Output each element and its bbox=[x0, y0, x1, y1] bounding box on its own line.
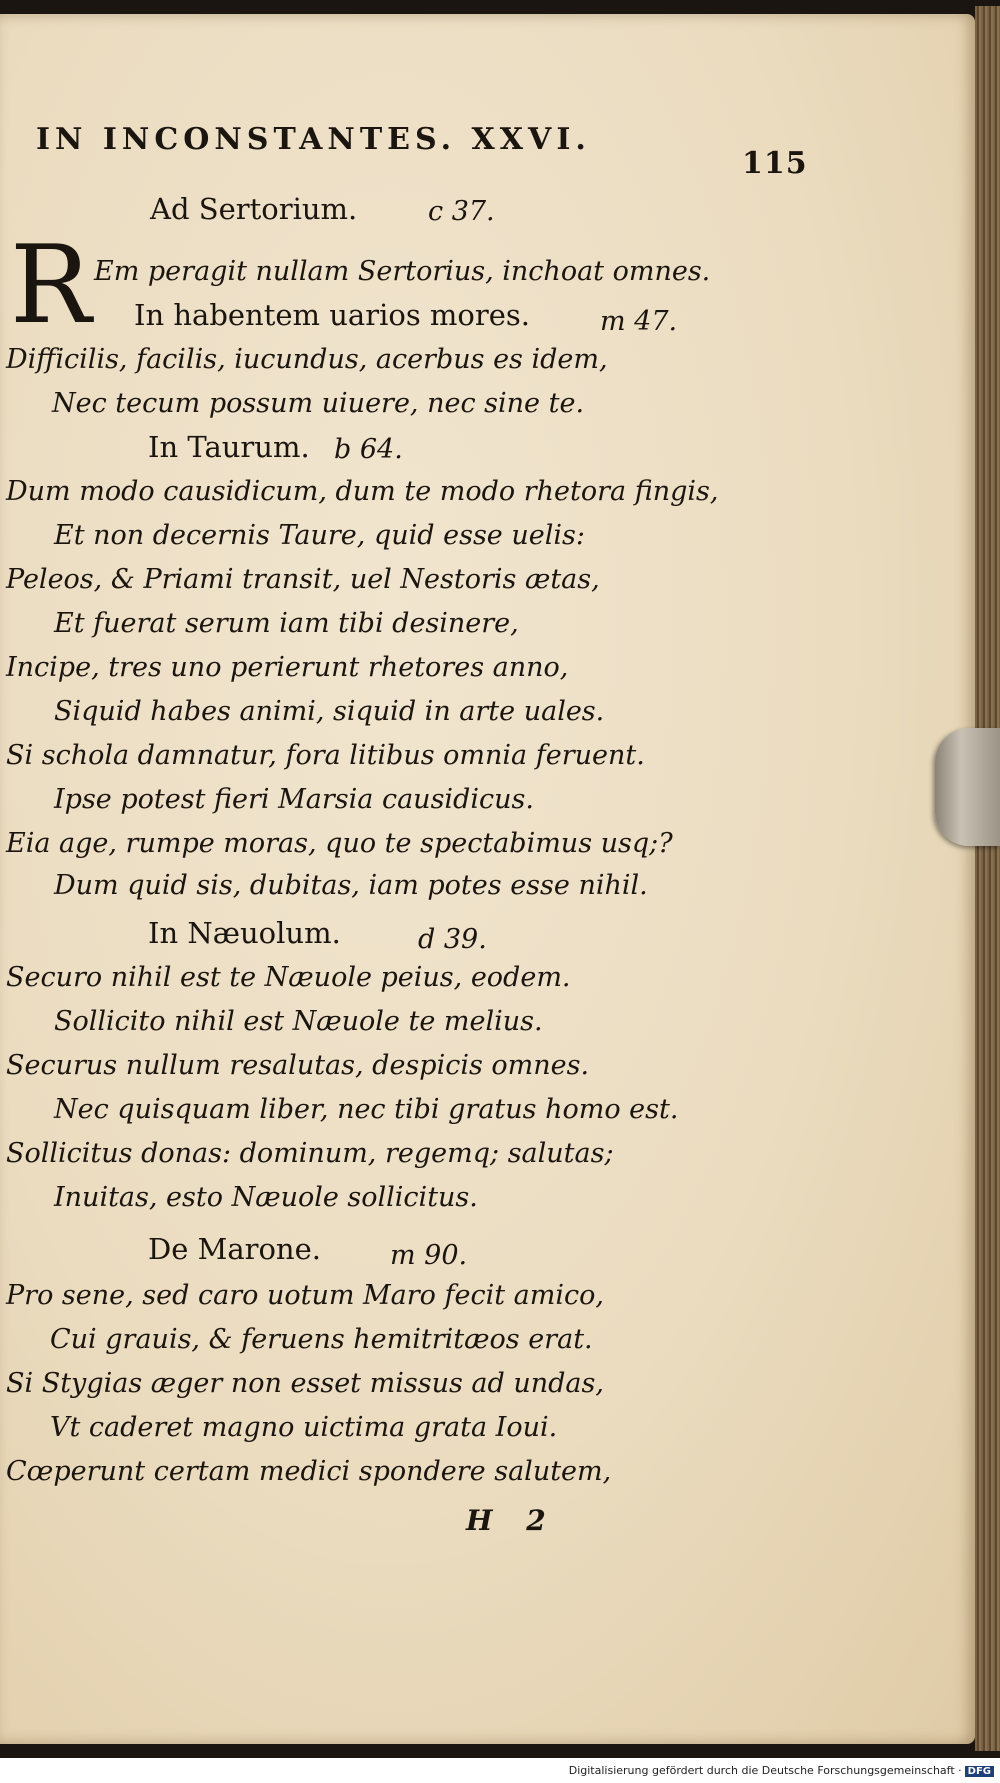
verse-line: Inuitas, esto Næuole sollicitus. bbox=[54, 1182, 478, 1213]
verse-line: Nec tecum possum uiuere, nec sine te. bbox=[52, 388, 585, 419]
verse-line: Et non decernis Taure, quid esse uelis: bbox=[54, 520, 585, 551]
verse-line: Vt caderet magno uictima grata Ioui. bbox=[50, 1412, 558, 1443]
poem-heading: De Marone. bbox=[148, 1232, 321, 1266]
poem-heading: Ad Sertorium. bbox=[150, 192, 358, 226]
poem-heading: In habentem uarios mores. bbox=[134, 298, 531, 332]
verse-line: Peleos, & Priami transit, uel Nestoris ætas, bbox=[6, 564, 600, 595]
verse-line: Si Stygias æger non esset missus ad undas, bbox=[6, 1368, 604, 1399]
verse-line: Sollicitus donas: dominum, regemq; salutas; bbox=[6, 1138, 614, 1169]
signature-mark: H 2 bbox=[466, 1504, 546, 1537]
book-clasp bbox=[935, 728, 1000, 846]
verse-line: Dum modo causidicum, dum te modo rhetora fingis, bbox=[6, 476, 719, 507]
verse-line: Dum quid sis, dubitas, iam potes esse nihil. bbox=[54, 870, 648, 901]
verse-line: Difficilis, facilis, iucundus, acerbus es idem, bbox=[6, 344, 608, 375]
verse-line: Nec quisquam liber, nec tibi gratus homo est. bbox=[54, 1094, 679, 1125]
poem-heading: In Taurum. bbox=[148, 430, 310, 464]
verse-line: Em peragit nullam Sertorius, inchoat omnes. bbox=[94, 256, 711, 287]
verse-line: Ipse potest fieri Marsia causidicus. bbox=[54, 784, 534, 815]
book-page-edges bbox=[975, 6, 1000, 1751]
book-page bbox=[0, 14, 975, 1744]
verse-line: Cœperunt certam medici spondere salutem, bbox=[6, 1456, 612, 1487]
dfg-logo: DFG bbox=[965, 1766, 994, 1777]
digitization-credit bbox=[569, 1764, 994, 1777]
credit-text: Digitalisierung gefördert durch die Deutsche Forschungsgemeinschaft · bbox=[568, 1764, 962, 1777]
verse-line: Cui grauis, & feruens hemitritæos erat. bbox=[50, 1324, 593, 1355]
verse-line: Eia age, rumpe moras, quo te spectabimus usq;? bbox=[6, 828, 673, 859]
verse-line: Securus nullum resalutas, despicis omnes. bbox=[6, 1050, 590, 1081]
verse-line: Incipe, tres uno perierunt rhetores anno, bbox=[6, 652, 569, 683]
drop-cap-initial: R bbox=[10, 223, 92, 348]
page-number: 115 bbox=[742, 146, 808, 181]
verse-line: Si schola damnatur, fora litibus omnia feruent. bbox=[6, 740, 645, 771]
poem-heading: In Næuolum. bbox=[148, 916, 341, 950]
verse-line: Securo nihil est te Næuole peius, eodem. bbox=[6, 962, 571, 993]
poem-reference: d 39. bbox=[418, 924, 487, 955]
verse-line: Pro sene, sed caro uotum Maro fecit amico, bbox=[6, 1280, 604, 1311]
verse-line: Et fuerat serum iam tibi desinere, bbox=[54, 608, 519, 639]
running-title: IN INCONSTANTES. XXVI. bbox=[36, 122, 591, 157]
verse-line: Siquid habes animi, siquid in arte uales. bbox=[54, 696, 605, 727]
poem-reference: c 37. bbox=[428, 196, 495, 227]
verse-line: Sollicito nihil est Næuole te melius. bbox=[54, 1006, 543, 1037]
poem-reference: m 47. bbox=[600, 306, 678, 337]
poem-reference: m 90. bbox=[390, 1240, 468, 1271]
poem-reference: b 64. bbox=[334, 434, 403, 465]
